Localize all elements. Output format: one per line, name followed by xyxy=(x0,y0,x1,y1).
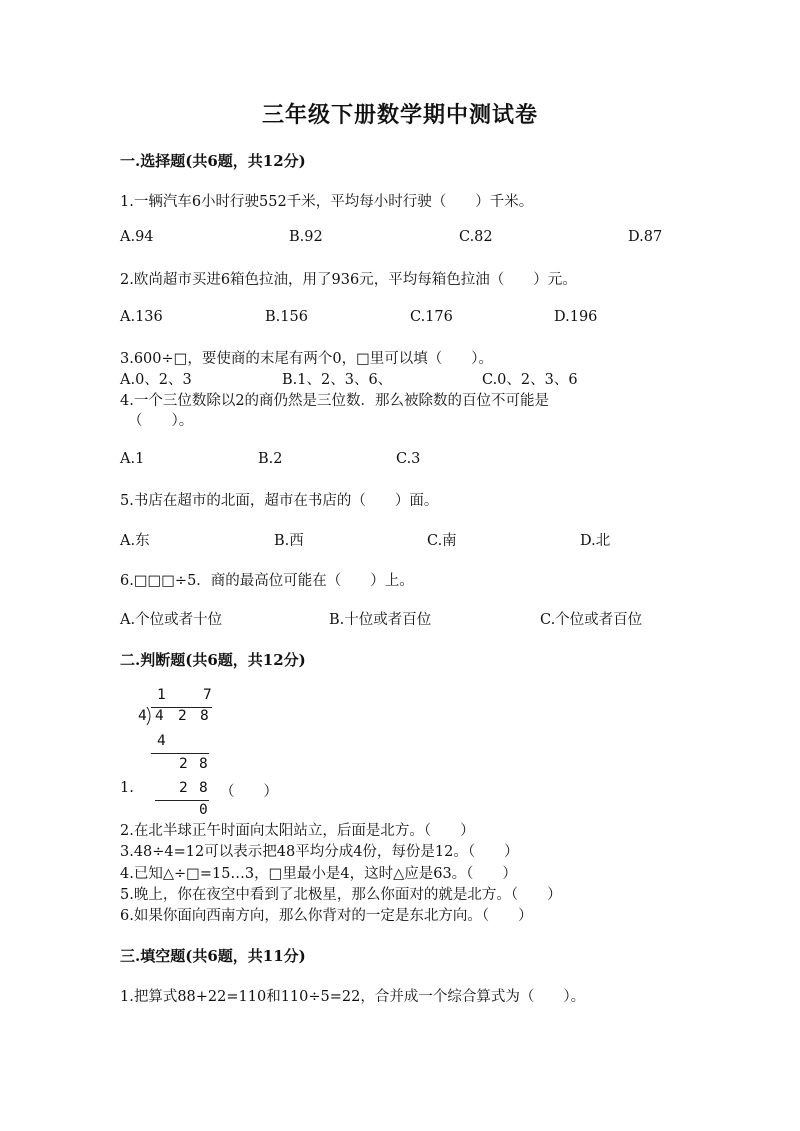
divisor: 4 xyxy=(138,708,147,724)
question-1-4-line1: 4.一个三位数除以2的商仍然是三位数．那么被除数的百位不可能是 xyxy=(120,393,550,409)
q1-2-option-a: A.136 xyxy=(120,309,163,325)
q1-4-option-b: B.2 xyxy=(258,451,283,467)
quotient-digit-2: 7 xyxy=(203,687,212,703)
step2-digit-1: 2 xyxy=(179,756,188,772)
step1-line xyxy=(151,753,209,754)
q1-5-option-a: A.东 xyxy=(120,533,150,549)
step3-digit-2: 8 xyxy=(199,780,208,796)
q1-1-option-d: D.87 xyxy=(628,229,663,245)
q1-4-option-a: A.1 xyxy=(120,451,145,467)
q1-5-option-d: D.北 xyxy=(580,533,611,549)
question-2-5: 5.晚上，你在夜空中看到了北极星，那么你面对的就是北方。（ ） xyxy=(120,887,562,903)
q1-1-option-a: A.94 xyxy=(120,229,154,245)
q1-6-option-c: C.个位或者百位 xyxy=(540,612,643,628)
question-2-4: 4.已知△÷□=15…3，□里最小是4，这时△应是63。（ ） xyxy=(120,866,517,882)
q1-1-option-c: C.82 xyxy=(459,229,493,245)
section-3-heading: 三.填空题(共6题，共11分) xyxy=(120,947,306,965)
q1-3-option-a: A.0、2、3 xyxy=(120,372,192,388)
q1-6-option-a: A.个位或者十位 xyxy=(120,612,223,628)
q1-3-option-c: C.0、2、3、6 xyxy=(482,372,578,388)
quotient-digit-1: 1 xyxy=(157,687,166,703)
question-2-3: 3.48÷4=12可以表示把48平均分成4份，每份是12。（ ） xyxy=(120,844,519,860)
q1-3-option-b: B.1、2、3、6、 xyxy=(282,372,393,388)
q1-4-option-c: C.3 xyxy=(396,451,421,467)
question-1-6: 6.□□□÷5．商的最高位可能在（ ）上。 xyxy=(120,573,414,589)
step3-digit-1: 2 xyxy=(179,780,188,796)
question-1-5: 5.书店在超市的北面，超市在书店的（ ）面。 xyxy=(120,493,439,509)
q1-2-option-d: D.196 xyxy=(554,309,598,325)
dividend-digit-2: 2 xyxy=(178,708,187,724)
question-2-2: 2.在北半球正午时面向太阳站立，后面是北方。（ ） xyxy=(120,823,475,839)
page-title: 三年级下册数学期中测试卷 xyxy=(261,102,538,128)
question-3-1: 1.把算式88+22=110和110÷5=22，合并成一个综合算式为（ ）。 xyxy=(120,989,586,1005)
question-1-1: 1.一辆汽车6小时行驶552千米，平均每小时行驶（ ）千米。 xyxy=(120,194,534,210)
step3-line xyxy=(155,800,209,801)
question-1-4-line2: （ ）。 xyxy=(128,413,194,429)
step2-digit-2: 8 xyxy=(199,756,208,772)
question-2-6: 6.如果你面向西南方向，那么你背对的一定是东北方向。（ ） xyxy=(120,908,533,924)
remainder: 0 xyxy=(199,802,208,818)
question-2-1-paren: （ ） xyxy=(220,784,278,800)
dividend-digit-3: 8 xyxy=(200,708,209,724)
section-2-heading: 二.判断题(共6题，共12分) xyxy=(120,651,306,669)
q1-2-option-b: B.156 xyxy=(265,309,308,325)
question-2-1-number: 1. xyxy=(120,780,134,796)
question-1-2: 2.欧尚超市买进6箱色拉油，用了936元，平均每箱色拉油（ ）元。 xyxy=(120,272,577,288)
q1-2-option-c: C.176 xyxy=(410,309,453,325)
q1-5-option-c: C.南 xyxy=(427,533,457,549)
division-bracket xyxy=(146,706,154,726)
q1-1-option-b: B.92 xyxy=(289,229,323,245)
dividend-digit-1: 4 xyxy=(155,708,164,724)
q1-6-option-b: B.十位或者百位 xyxy=(329,612,432,628)
question-1-3: 3.600÷□，要使商的末尾有两个0，□里可以填（ ）。 xyxy=(120,351,494,367)
section-1-heading: 一.选择题(共6题，共12分) xyxy=(120,152,306,170)
step1-product: 4 xyxy=(157,733,166,749)
q1-5-option-b: B.西 xyxy=(274,533,304,549)
